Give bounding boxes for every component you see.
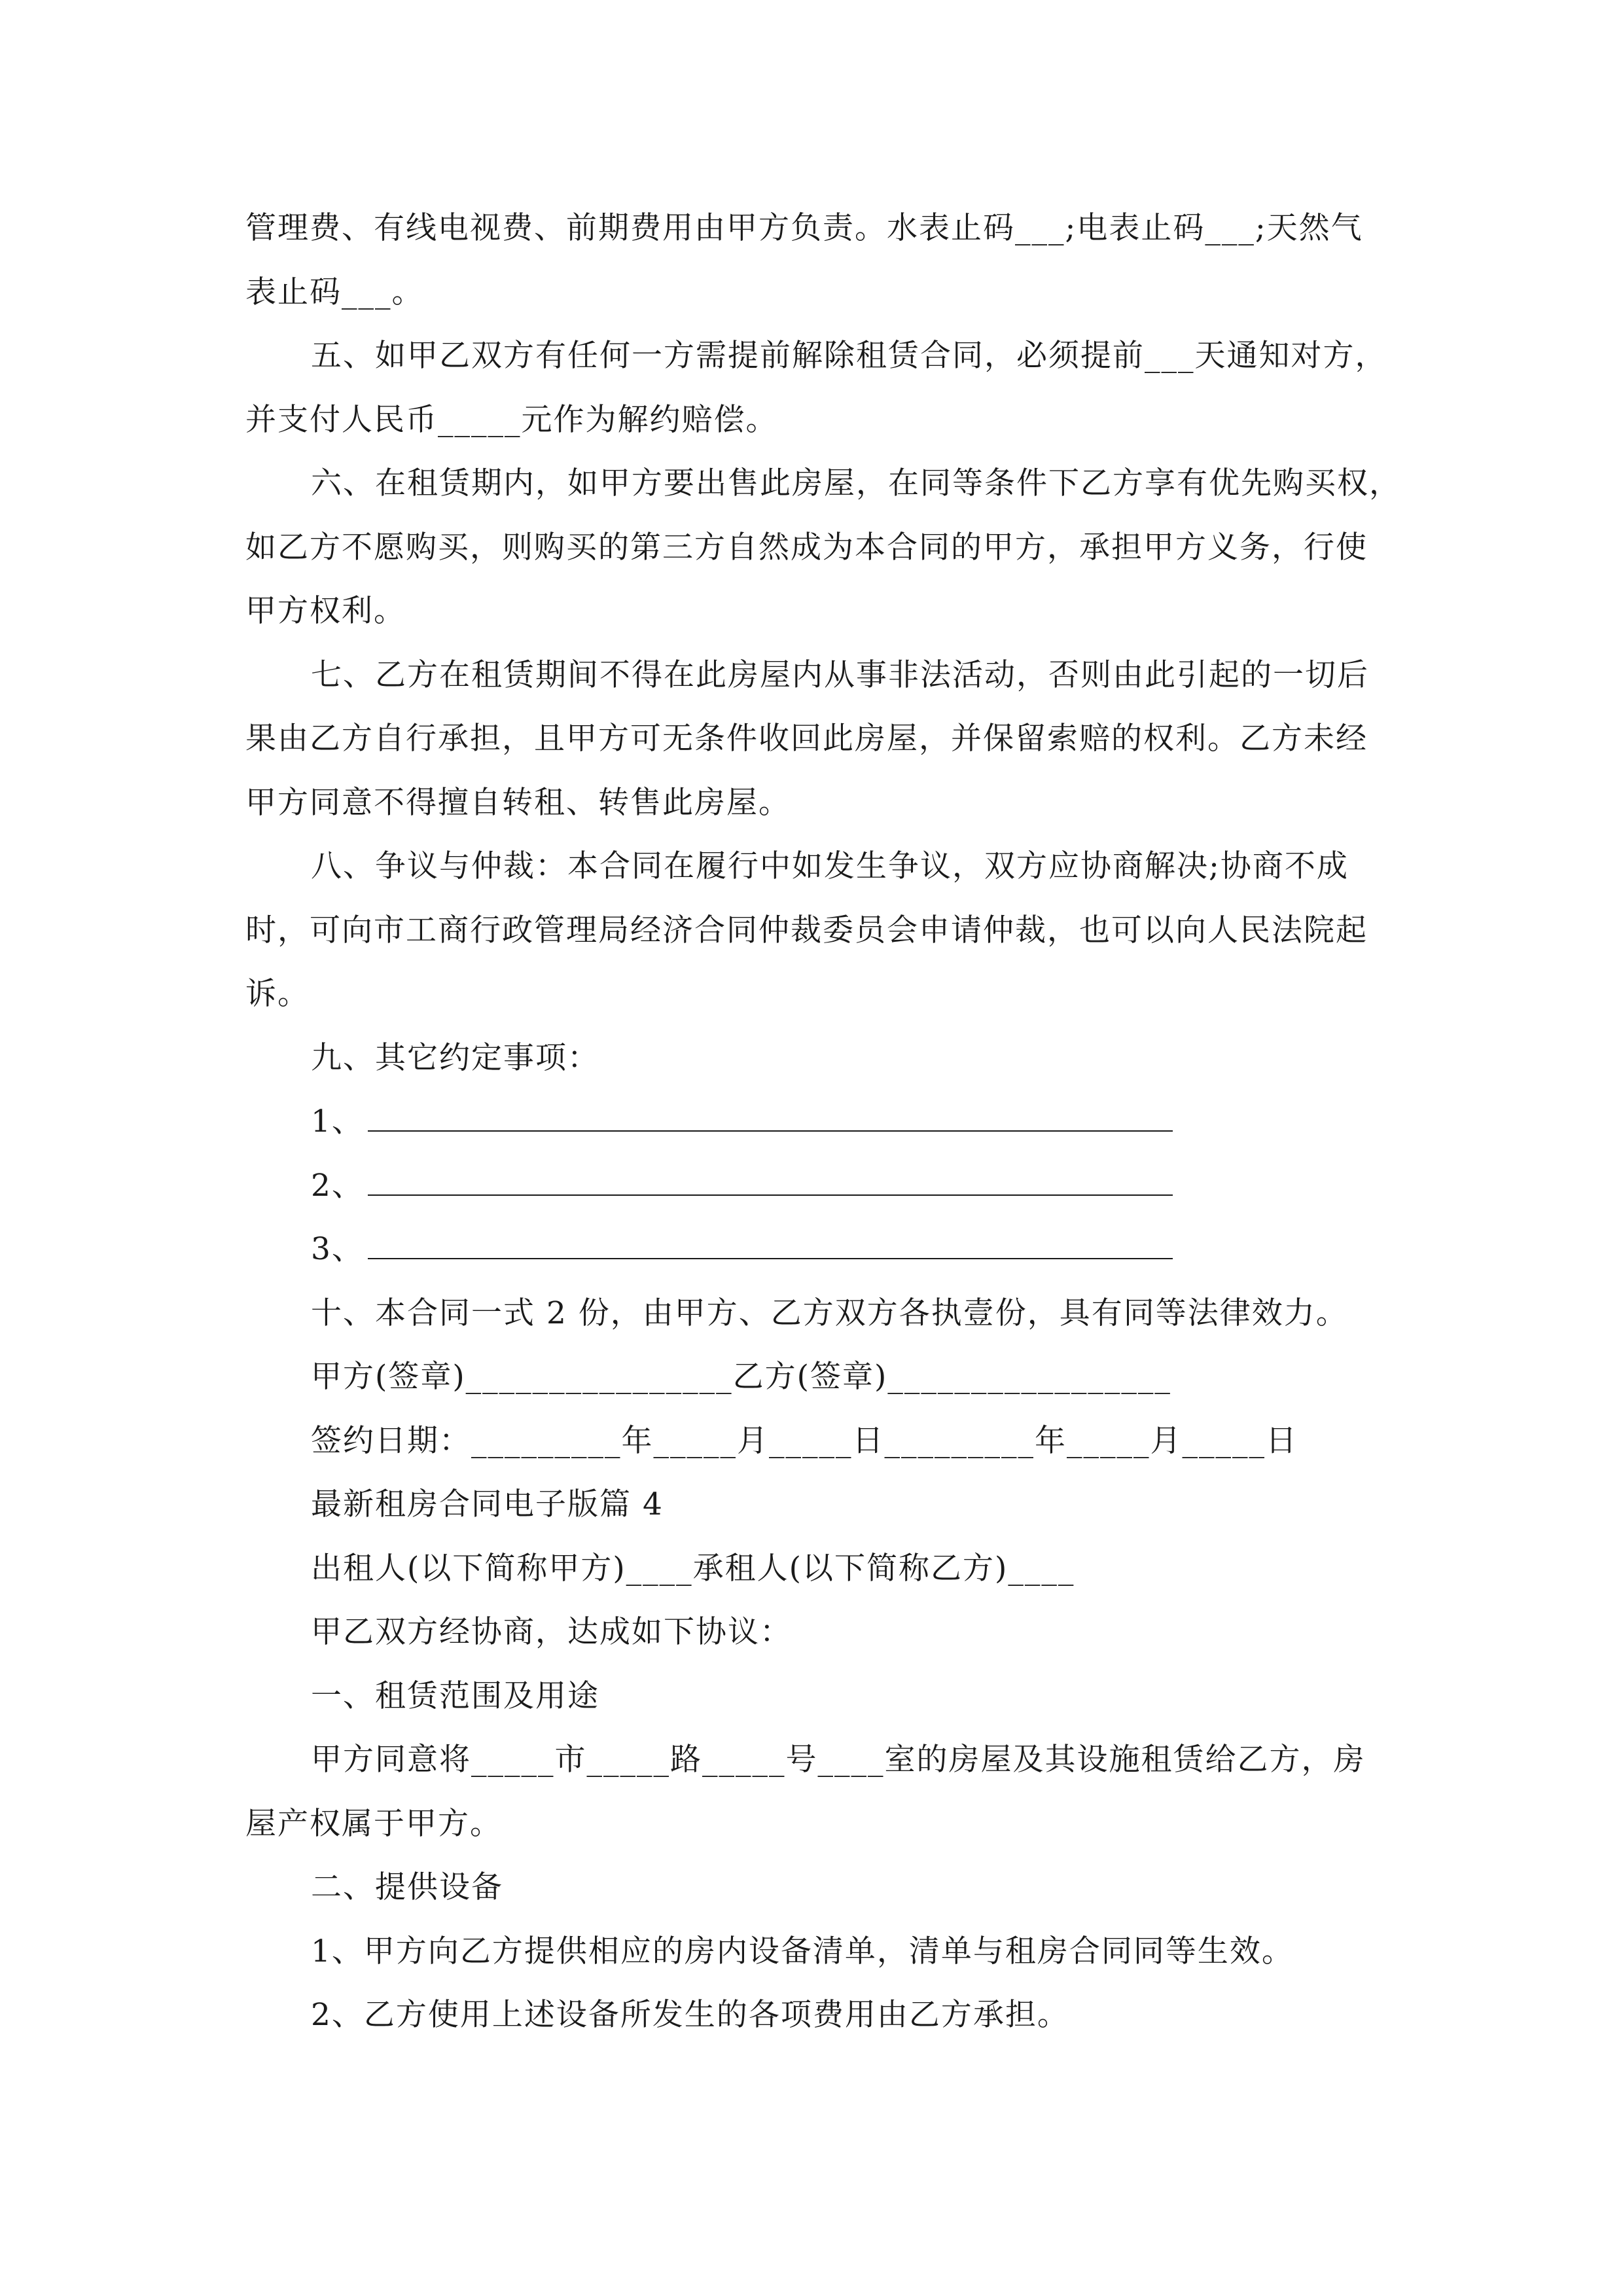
line-text: 二、提供设备 (311, 1869, 503, 1905)
line-text: 五、如甲乙双方有任何一方需提前解除租赁合同，必须提前___天通知对方， (311, 338, 1387, 374)
text-line (245, 899, 1381, 963)
line-text: 甲方同意不得擅自转租、转售此房屋。 (245, 784, 791, 821)
text-line (245, 1600, 1381, 1664)
blank-list-item (245, 1154, 1381, 1218)
line-text: 甲乙双方经协商，达成如下协议： (311, 1614, 792, 1650)
text-line (245, 388, 1381, 452)
line-text: 甲方同意将_____市_____路_____号____室的房屋及其设施租赁给乙方，房 (311, 1742, 1366, 1778)
text-line (245, 1026, 1381, 1090)
text-line (245, 1664, 1381, 1729)
line-text: 诉。 (245, 976, 310, 1012)
blank-list-item (245, 1090, 1381, 1154)
line-text: 果由乙方自行承担，且甲方可无条件收回此房屋，并保留索赔的权利。乙方未经 (245, 721, 1368, 757)
line-text: 最新租房合同电子版篇 4 (311, 1486, 664, 1522)
text-line (245, 707, 1381, 771)
text-line (245, 1282, 1381, 1346)
text-line (245, 1537, 1381, 1601)
text-line (245, 452, 1401, 516)
line-text: 甲方(签章)________________乙方(签章)_________________ (311, 1359, 1171, 1395)
line-text: 1、甲方向乙方提供相应的房内设备清单，清单与租房合同同等生效。 (311, 1933, 1294, 1969)
text-line (245, 834, 1381, 899)
line-text: 时，可向市工商行政管理局经济合同仲裁委员会申请仲裁，也可以向人民法院起 (245, 912, 1368, 948)
text-line (245, 1473, 1381, 1537)
line-text: 2、 (311, 1167, 364, 1204)
blank-list-item (245, 1217, 1381, 1282)
text-line (245, 196, 1381, 260)
line-text: 一、租赁范围及用途 (311, 1677, 599, 1714)
fill-in-blank (368, 1168, 1173, 1196)
line-text: 管理费、有线电视费、前期费用由甲方负责。水表止码___;电表止码___;天然气 (245, 210, 1363, 246)
text-line (245, 1409, 1381, 1473)
line-text: 八、争议与仲裁：本合同在履行中如发生争议，双方应协商解决;协商不成 (311, 848, 1349, 884)
line-text: 屋产权属于甲方。 (245, 1805, 502, 1842)
document-body (245, 196, 1401, 2047)
text-line (245, 516, 1381, 580)
text-line (245, 962, 1381, 1026)
text-line (245, 1345, 1381, 1409)
text-line (245, 643, 1381, 708)
text-line (245, 1792, 1381, 1856)
line-text: 十、本合同一式 2 份，由甲方、乙方双方各执壹份，具有同等法律效力。 (311, 1295, 1348, 1331)
line-text: 并支付人民币_____元作为解约赔偿。 (245, 401, 778, 438)
text-line (245, 1920, 1381, 1984)
line-text: 2、乙方使用上述设备所发生的各项费用由乙方承担。 (311, 1997, 1069, 2033)
fill-in-blank (368, 1104, 1173, 1132)
line-text: 甲方权利。 (245, 593, 406, 629)
line-text: 七、乙方在租赁期间不得在此房屋内从事非法活动，否则由此引起的一切后 (311, 656, 1369, 693)
line-text: 六、在租赁期内，如甲方要出售此房屋，在同等条件下乙方享有优先购买权， (311, 465, 1401, 501)
text-line (245, 1856, 1381, 1920)
text-line (245, 1983, 1381, 2047)
text-line (245, 260, 1381, 325)
text-line (245, 579, 1381, 643)
text-line (245, 771, 1381, 835)
line-text: 表止码___。 (245, 274, 424, 310)
line-text: 出租人(以下简称甲方)____承租人(以下简称乙方)____ (311, 1550, 1075, 1587)
fill-in-blank (368, 1232, 1173, 1259)
text-line (245, 1728, 1381, 1792)
line-text: 九、其它约定事项： (311, 1039, 599, 1076)
line-text: 1、 (311, 1103, 364, 1139)
line-text: 3、 (311, 1231, 364, 1267)
text-line (245, 324, 1387, 388)
line-text: 签约日期：_________年_____月_____日_________年_____月_____日 (311, 1422, 1298, 1459)
line-text: 如乙方不愿购买，则购买的第三方自然成为本合同的甲方，承担甲方义务，行使 (245, 529, 1368, 565)
